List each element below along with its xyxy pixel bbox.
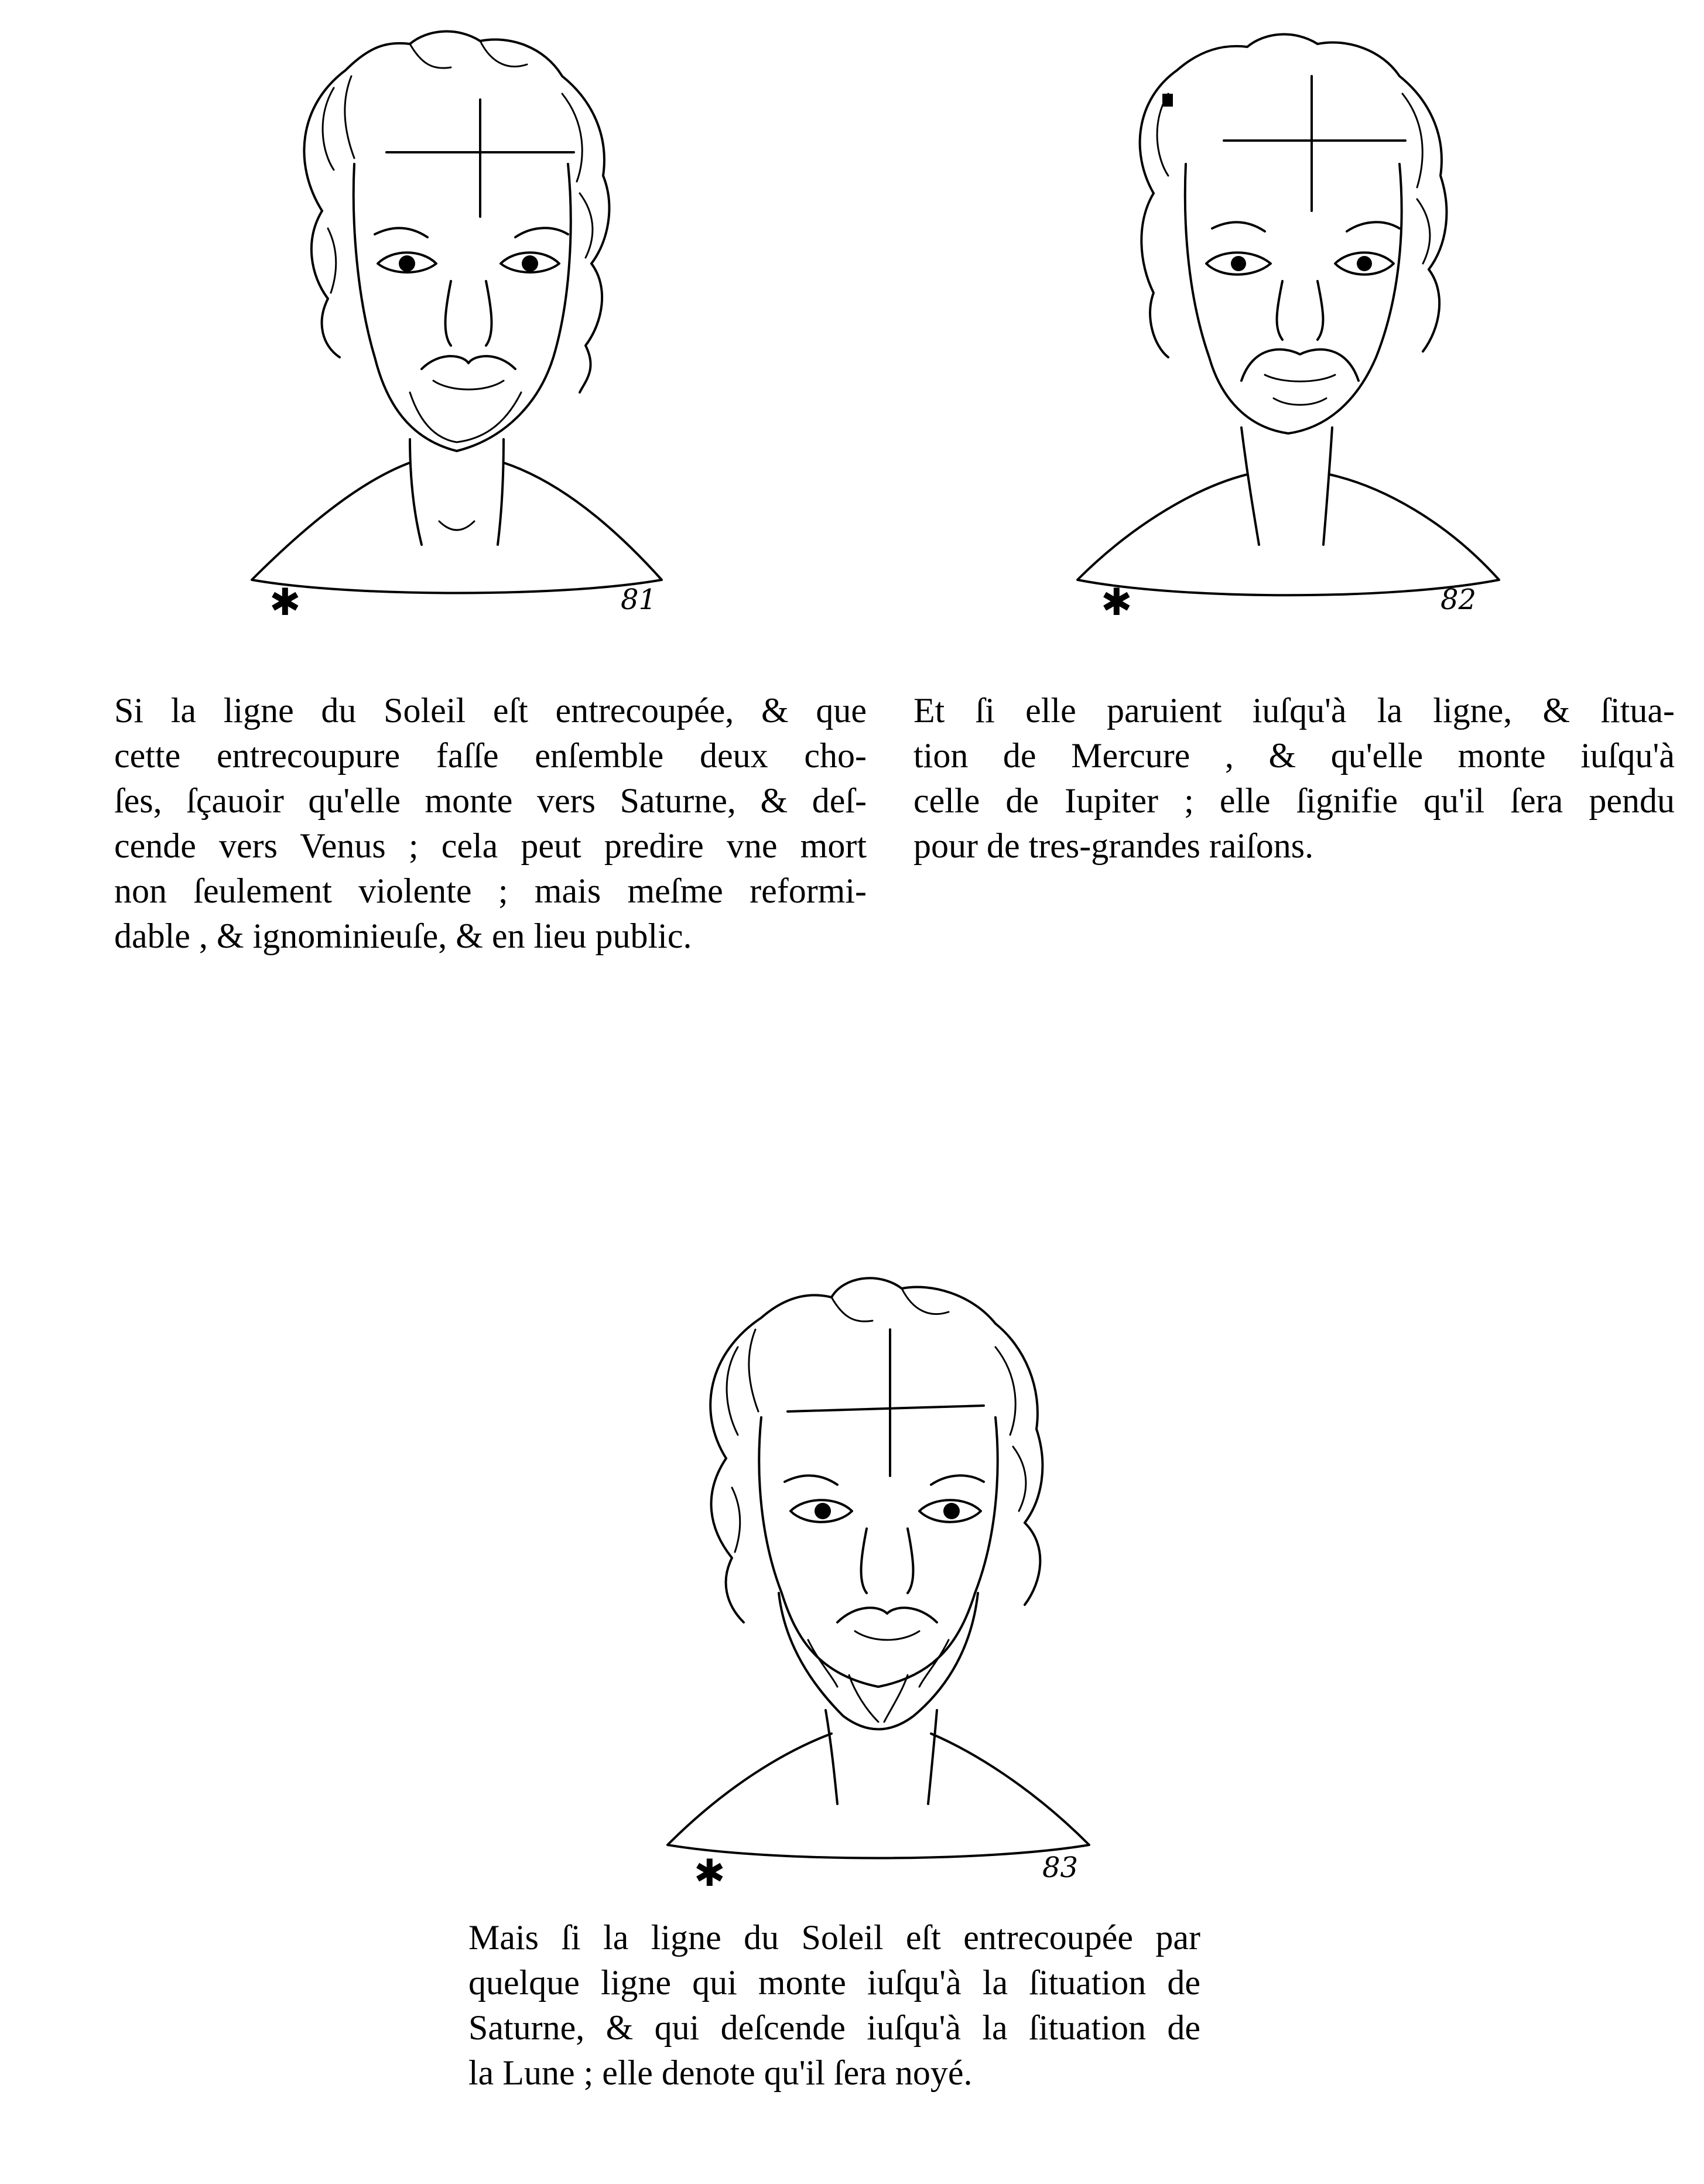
caption-figure-83	[468, 1915, 1200, 2096]
figure-number: 83	[1042, 1851, 1079, 1884]
figure-83-head-woodcut	[644, 1265, 1113, 1892]
caption-line: celle de Iupiter ; elle ſignifie qu'il ſera pendu	[913, 781, 1675, 820]
neck-shoulders	[668, 1710, 1089, 1858]
neck-shoulders	[1077, 428, 1499, 595]
head-illustration	[644, 1265, 1113, 1892]
caption-line: Et ſi elle paruient iuſqu'à la ligne, & ſitua-	[913, 691, 1675, 730]
head-illustration	[234, 18, 679, 633]
figure-81-head-woodcut	[234, 18, 679, 633]
caption-line: cende vers Venus ; cela peut predire vne mort	[114, 826, 867, 865]
caption-line: non ſeulement violente ; mais meſme reformi-	[114, 871, 867, 910]
caption-line: tion de Mercure , & qu'elle monte iuſqu'à	[913, 736, 1675, 775]
caption-line: Saturne, & qui deſcende iuſqu'à la ſituation de	[468, 2008, 1200, 2047]
caption-line: quelque ligne qui monte iuſqu'à la ſituation de	[468, 1963, 1200, 2002]
figure-number: 82	[1440, 583, 1477, 616]
caption-line: Si la ligne du Soleil eſt entrecoupée, & que	[114, 691, 867, 730]
caption-figure-81	[114, 688, 867, 959]
figure-number: 81	[621, 583, 657, 616]
face	[759, 1329, 997, 1730]
caption-line: la Lune ; elle denote qu'il ſera noyé.	[468, 2053, 973, 2092]
face	[354, 100, 574, 451]
star-mark: ✱	[1101, 581, 1132, 624]
caption-line: ſes, ſçauoir qu'elle monte vers Saturne, & deſ-	[114, 781, 867, 820]
figure-82-head-woodcut	[1066, 18, 1511, 633]
face	[1185, 76, 1405, 433]
caption-line: cette entrecoupure faſſe enſemble deux cho-	[114, 736, 867, 775]
star-mark: ✱	[694, 1852, 726, 1892]
head-illustration	[1066, 18, 1511, 633]
caption-line: Mais ſi la ligne du Soleil eſt entrecoupée par	[468, 1918, 1200, 1957]
caption-figure-82	[913, 688, 1675, 869]
hair	[304, 32, 609, 392]
star-mark: ✱	[269, 581, 301, 624]
caption-line: dable , & ignominieuſe, & en lieu public.	[114, 917, 692, 955]
neck-shoulders	[252, 439, 662, 593]
caption-line: pour de tres-grandes raiſons.	[913, 826, 1314, 865]
